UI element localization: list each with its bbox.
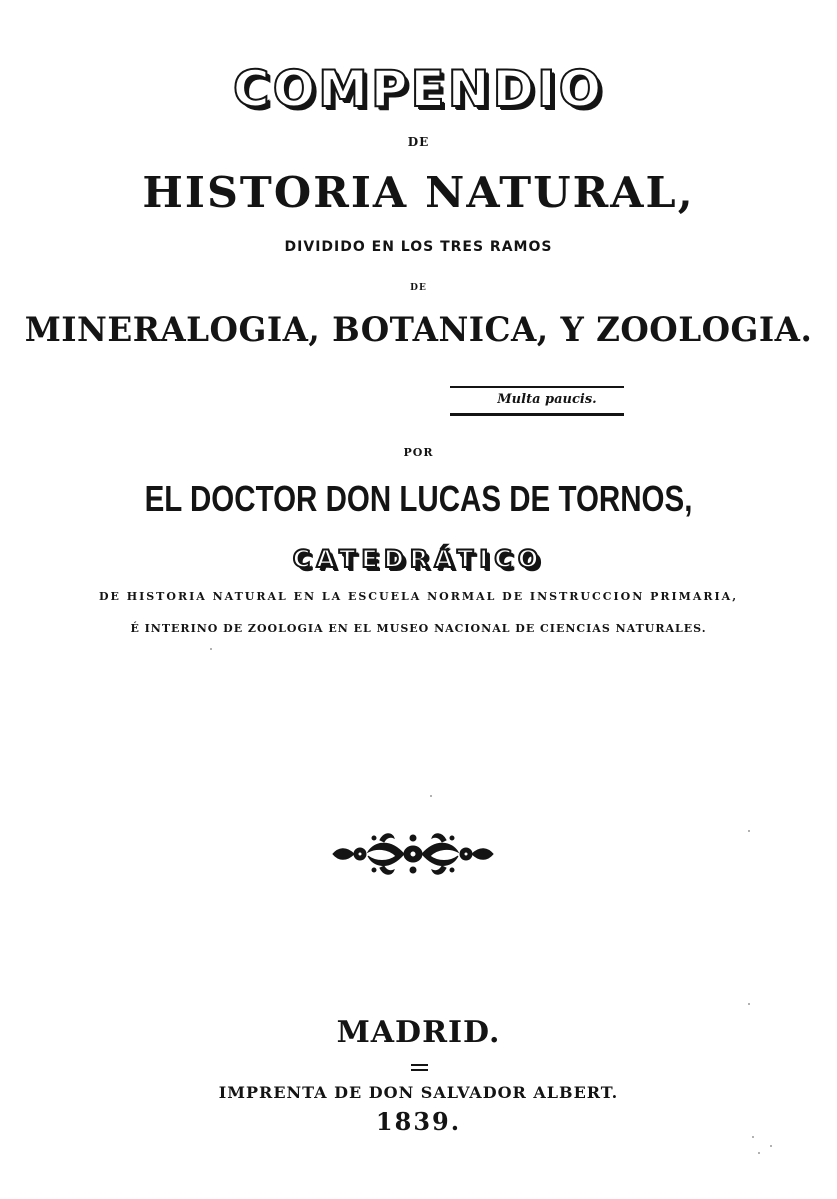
motto-rule-bottom [450, 413, 624, 416]
paper-speck [752, 1136, 754, 1138]
byline-por: POR [403, 446, 434, 459]
connector-de: DE [407, 135, 430, 149]
subtitle-dividido: DIVIDIDO EN LOS TRES RAMOS [284, 239, 553, 255]
title-compendio: COMPENDIO [232, 60, 605, 118]
motto-rule-top [450, 386, 624, 388]
imprint-rule-2 [411, 1069, 428, 1071]
author-description-2: É INTERINO DE ZOOLOGIA EN EL MUSEO NACIONAL DE CIENCIAS NATURALES. [130, 622, 707, 635]
paper-speck [748, 830, 750, 832]
imprint-rule-1 [411, 1064, 428, 1066]
author-title-catedratico: CATEDRÁTICO [292, 545, 545, 573]
paper-speck [210, 648, 212, 650]
author-name: EL DOCTOR DON LUCAS DE TORNOS, [144, 478, 693, 519]
paper-speck [758, 1152, 760, 1154]
paper-speck [748, 1003, 750, 1005]
author-description-1: DE HISTORIA NATURAL EN LA ESCUELA NORMAL DE INSTRUCCION PRIMARIA, [98, 590, 739, 603]
imprint-year: 1839. [375, 1107, 462, 1136]
motto-text: Multa paucis. [497, 392, 597, 407]
motto-block [450, 386, 624, 418]
imprint-printer: IMPRENTA DE DON SALVADOR ALBERT. [218, 1083, 619, 1102]
title-historia-natural: HISTORIA NATURAL, [142, 168, 695, 217]
paper-speck [430, 795, 432, 797]
paper-speck [770, 1145, 772, 1147]
subtitle-ramos: MINERALOGIA, BOTANICA, Y ZOOLOGIA. [24, 310, 813, 350]
imprint-city: MADRID. [336, 1015, 501, 1050]
floral-ornament-icon [330, 828, 496, 880]
connector-de-2: DE [410, 283, 427, 293]
